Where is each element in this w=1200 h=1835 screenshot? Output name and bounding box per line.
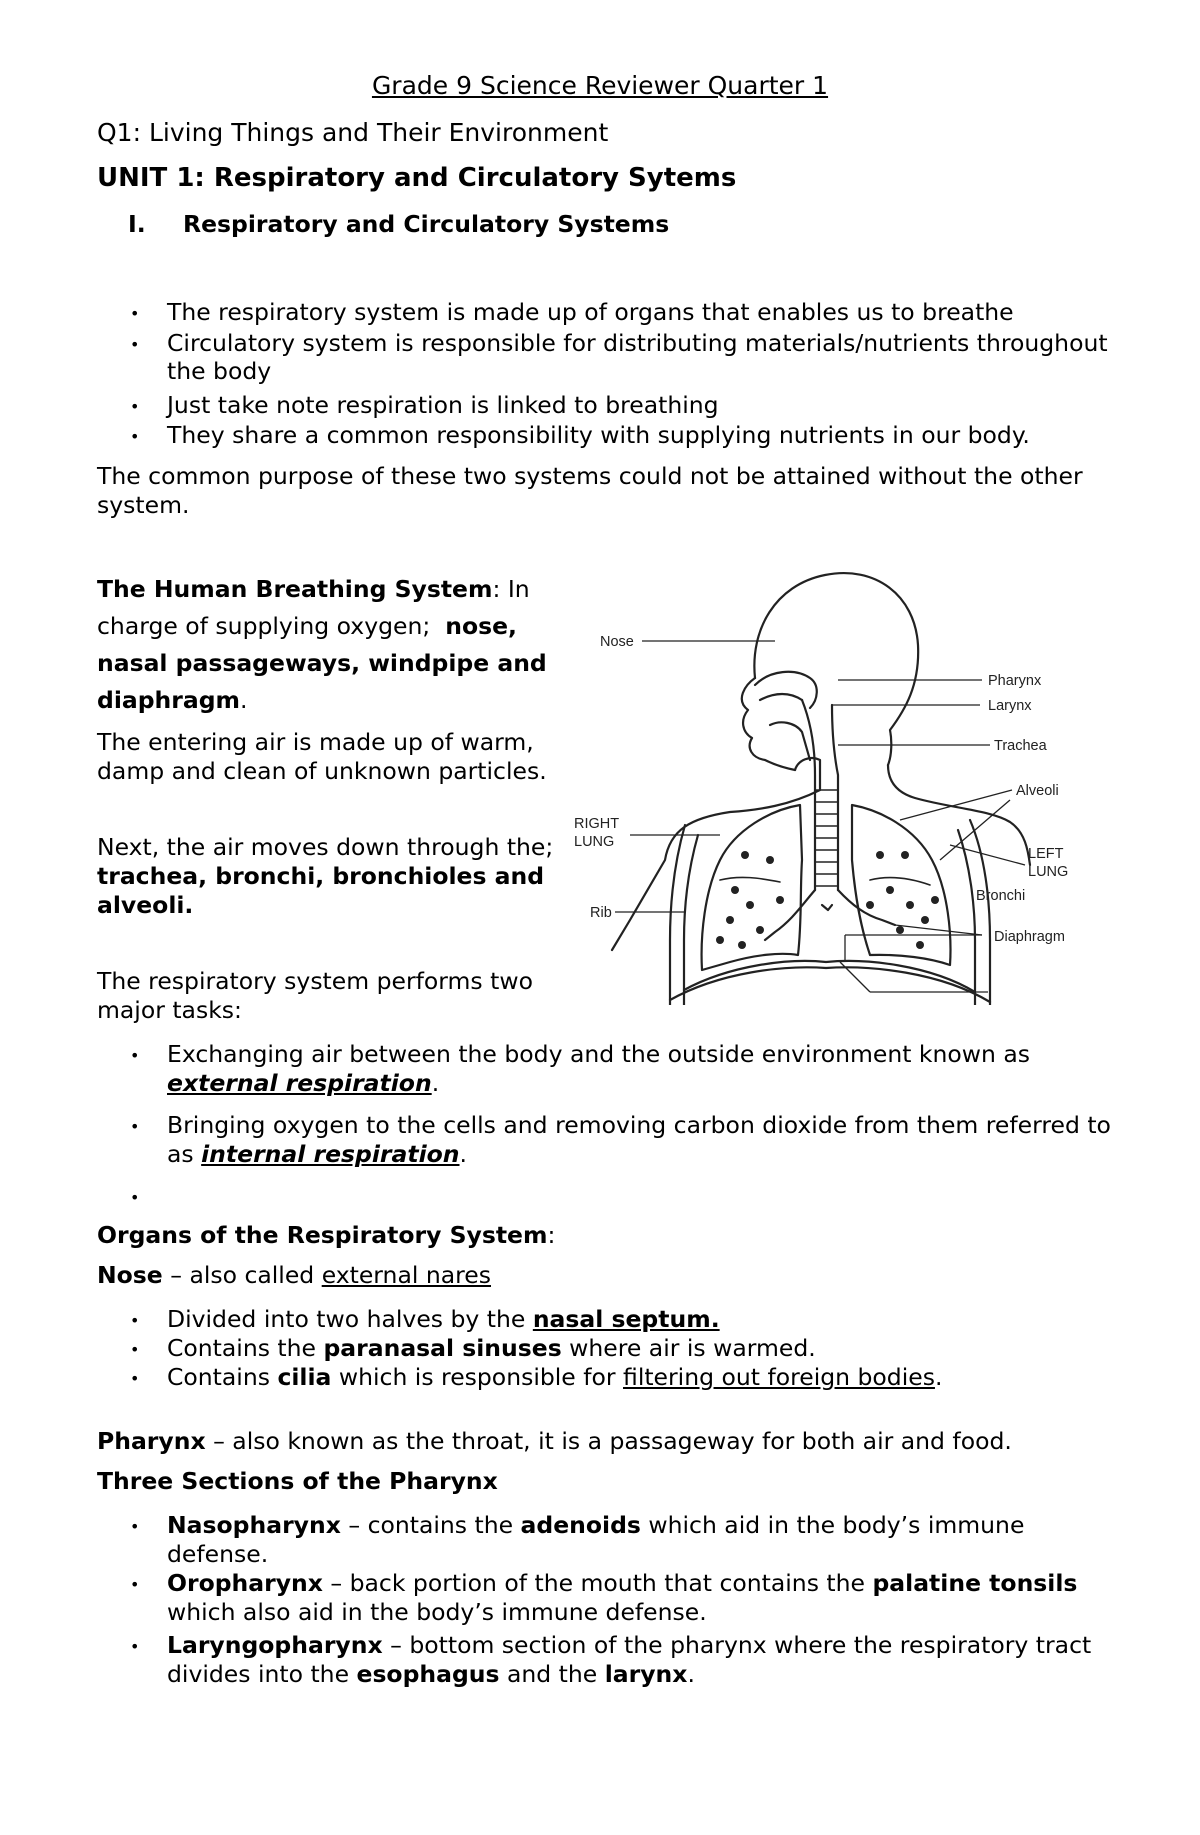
naso-end: which aid in the body’s immune bbox=[640, 1511, 1025, 1539]
organ-nose: Nose bbox=[97, 1261, 163, 1289]
nose-bullet-3-mid: which is responsible for bbox=[331, 1363, 624, 1391]
breathing-term-diaphragm: diaphragm bbox=[97, 686, 241, 714]
label-alveoli: Alveoli bbox=[1016, 783, 1059, 799]
breathing-line-3: nasal passageways, windpipe and bbox=[97, 649, 547, 677]
label-left-lung-2: LUNG bbox=[1028, 864, 1069, 880]
term-nasopharynx: Nasopharynx bbox=[167, 1511, 341, 1539]
nose-bullet-2-text: Contains the bbox=[167, 1334, 324, 1362]
term-filtering: filtering out foreign bodies bbox=[623, 1363, 935, 1391]
bullet: • bbox=[130, 1369, 140, 1388]
label-bronchi: Bronchi bbox=[976, 888, 1026, 904]
common-purpose-line-1: The common purpose of these two systems could not be attained without the other bbox=[97, 462, 1083, 490]
left-lung-outline bbox=[852, 805, 950, 965]
laryngo-l2-pre: divides into the bbox=[167, 1660, 357, 1688]
breathing-line-4 bbox=[97, 686, 248, 714]
organs-heading-line bbox=[97, 1221, 555, 1249]
head-outline bbox=[754, 573, 918, 765]
label-larynx: Larynx bbox=[988, 698, 1032, 714]
nose-bullet-3 bbox=[167, 1363, 942, 1391]
bullet: • bbox=[130, 1575, 140, 1594]
laryngo-line-2 bbox=[167, 1660, 695, 1688]
quarter-heading: Q1: Living Things and Their Environment bbox=[97, 118, 609, 147]
unit-heading: UNIT 1: Respiratory and Circulatory Sytems bbox=[97, 163, 737, 193]
task-bullet-2-pre: as bbox=[167, 1140, 202, 1168]
tasks-line-2: major tasks: bbox=[97, 996, 242, 1024]
laryngo-l2-mid: and the bbox=[499, 1660, 605, 1688]
label-rib: Rib bbox=[590, 905, 612, 921]
label-trachea: Trachea bbox=[994, 738, 1047, 754]
bullet-empty: • bbox=[130, 1188, 140, 1207]
sections-heading: Three Sections of the Pharynx bbox=[97, 1467, 498, 1495]
term-palatine-tonsils: palatine tonsils bbox=[872, 1569, 1078, 1597]
oro-line-2: which also aid in the body’s immune defense. bbox=[167, 1598, 707, 1626]
term-cilia: cilia bbox=[277, 1363, 332, 1391]
term-external-respiration: external respiration bbox=[167, 1069, 432, 1097]
pharynx-rest: – also known as the throat, it is a passageway for both air and food. bbox=[205, 1427, 1012, 1455]
breathing-line-2-text: charge of supplying oxygen; bbox=[97, 612, 446, 640]
label-pharynx: Pharynx bbox=[988, 673, 1042, 689]
organ-pharynx: Pharynx bbox=[97, 1427, 206, 1455]
intro-bullet-2: Circulatory system is responsible for distributing materials/nutrients throughout bbox=[167, 329, 1108, 357]
label-diaphragm: Diaphragm bbox=[994, 929, 1065, 945]
term-paranasal-sinuses: paranasal sinuses bbox=[323, 1334, 562, 1362]
organs-heading-colon: : bbox=[547, 1221, 556, 1249]
nose-bullet-1 bbox=[167, 1305, 720, 1333]
term-larynx: larynx bbox=[604, 1660, 688, 1688]
label-nose: Nose bbox=[600, 634, 634, 650]
breathing-term-nose: nose, bbox=[445, 612, 517, 640]
term-nasal-septum: nasal septum. bbox=[532, 1305, 720, 1333]
nose-bullet-2 bbox=[167, 1334, 816, 1362]
task-bullet-1: Exchanging air between the body and the outside environment known as bbox=[167, 1040, 1031, 1068]
bullet: • bbox=[130, 1637, 140, 1656]
face-outline bbox=[742, 678, 795, 770]
entering-line-1: The entering air is made up of warm, bbox=[97, 728, 534, 756]
term-esophagus: esophagus bbox=[356, 1660, 500, 1688]
nose-rest: – also called bbox=[162, 1261, 322, 1289]
label-left-lung-1: LEFT bbox=[1028, 846, 1064, 862]
naso-mid: – contains the bbox=[340, 1511, 521, 1539]
breathing-line-2 bbox=[97, 612, 517, 640]
bullet: • bbox=[130, 397, 140, 416]
nose-bullet-2-end: where air is warmed. bbox=[561, 1334, 816, 1362]
intro-bullet-3: Just take note respiration is linked to breathing bbox=[167, 391, 719, 419]
breathing-line-4-end: . bbox=[240, 686, 248, 714]
entering-line-2: damp and clean of unknown particles. bbox=[97, 757, 547, 785]
section-number: I. bbox=[128, 210, 146, 238]
term-adenoids: adenoids bbox=[520, 1511, 641, 1539]
oro-line-1 bbox=[167, 1569, 1077, 1597]
organs-heading: Organs of the Respiratory System bbox=[97, 1221, 548, 1249]
laryngo-line-1 bbox=[167, 1631, 1091, 1659]
next-line-2: trachea, bronchi, bronchioles and bbox=[97, 862, 545, 890]
bullet: • bbox=[130, 1311, 140, 1330]
laryngo-l2-end: . bbox=[687, 1660, 695, 1688]
intro-bullet-2-cont: the body bbox=[167, 357, 272, 385]
task-bullet-1-cont bbox=[167, 1069, 439, 1097]
nose-line bbox=[97, 1261, 491, 1289]
breathing-heading: The Human Breathing System bbox=[97, 575, 493, 603]
intro-bullet-1: The respiratory system is made up of organs that enables us to breathe bbox=[167, 298, 1014, 326]
task-bullet-2-cont bbox=[167, 1140, 467, 1168]
label-right-lung-1: RIGHT bbox=[574, 816, 620, 832]
pharynx-line bbox=[97, 1427, 1012, 1455]
bullet: • bbox=[130, 304, 140, 323]
document-title: Grade 9 Science Reviewer Quarter 1 bbox=[371, 71, 829, 100]
naso-line-2: defense. bbox=[167, 1540, 269, 1568]
bullet: • bbox=[130, 1340, 140, 1359]
next-line-1: Next, the air moves down through the; bbox=[97, 833, 554, 861]
task-bullet-2: Bringing oxygen to the cells and removing carbon dioxide from them referred to bbox=[167, 1111, 1111, 1139]
tasks-line-1: The respiratory system performs two bbox=[97, 967, 533, 995]
respiratory-system-diagram bbox=[570, 560, 1090, 1005]
bullet: • bbox=[130, 335, 140, 354]
breathing-heading-rest: : In bbox=[492, 575, 530, 603]
intro-bullet-4: They share a common responsibility with supplying nutrients in our body. bbox=[167, 421, 1030, 449]
nose-bullet-3-text: Contains bbox=[167, 1363, 278, 1391]
laryngo-mid: – bottom section of the pharynx where the respiratory tract bbox=[382, 1631, 1092, 1659]
common-purpose-line-2: system. bbox=[97, 491, 190, 519]
bullet: • bbox=[130, 427, 140, 446]
task-bullet-2-end: . bbox=[459, 1140, 467, 1168]
term-laryngopharynx: Laryngopharynx bbox=[167, 1631, 383, 1659]
term-internal-respiration: internal respiration bbox=[201, 1140, 460, 1168]
nose-bullet-3-end: . bbox=[934, 1363, 943, 1391]
label-right-lung-2: LUNG bbox=[574, 834, 615, 850]
term-oropharynx: Oropharynx bbox=[167, 1569, 323, 1597]
next-line-3: alveoli. bbox=[97, 891, 194, 919]
bullet: • bbox=[130, 1046, 140, 1065]
right-lung-outline bbox=[702, 805, 802, 970]
breathing-line-1 bbox=[97, 575, 530, 603]
bullet: • bbox=[130, 1117, 140, 1136]
bullet: • bbox=[130, 1517, 140, 1536]
naso-line-1 bbox=[167, 1511, 1024, 1539]
oro-mid: – back portion of the mouth that contains the bbox=[322, 1569, 873, 1597]
nose-bullet-1-text: Divided into two halves by the bbox=[167, 1305, 533, 1333]
section-title: Respiratory and Circulatory Systems bbox=[183, 210, 670, 238]
task-bullet-1-end: . bbox=[431, 1069, 440, 1097]
term-external-nares: external nares bbox=[321, 1261, 491, 1289]
